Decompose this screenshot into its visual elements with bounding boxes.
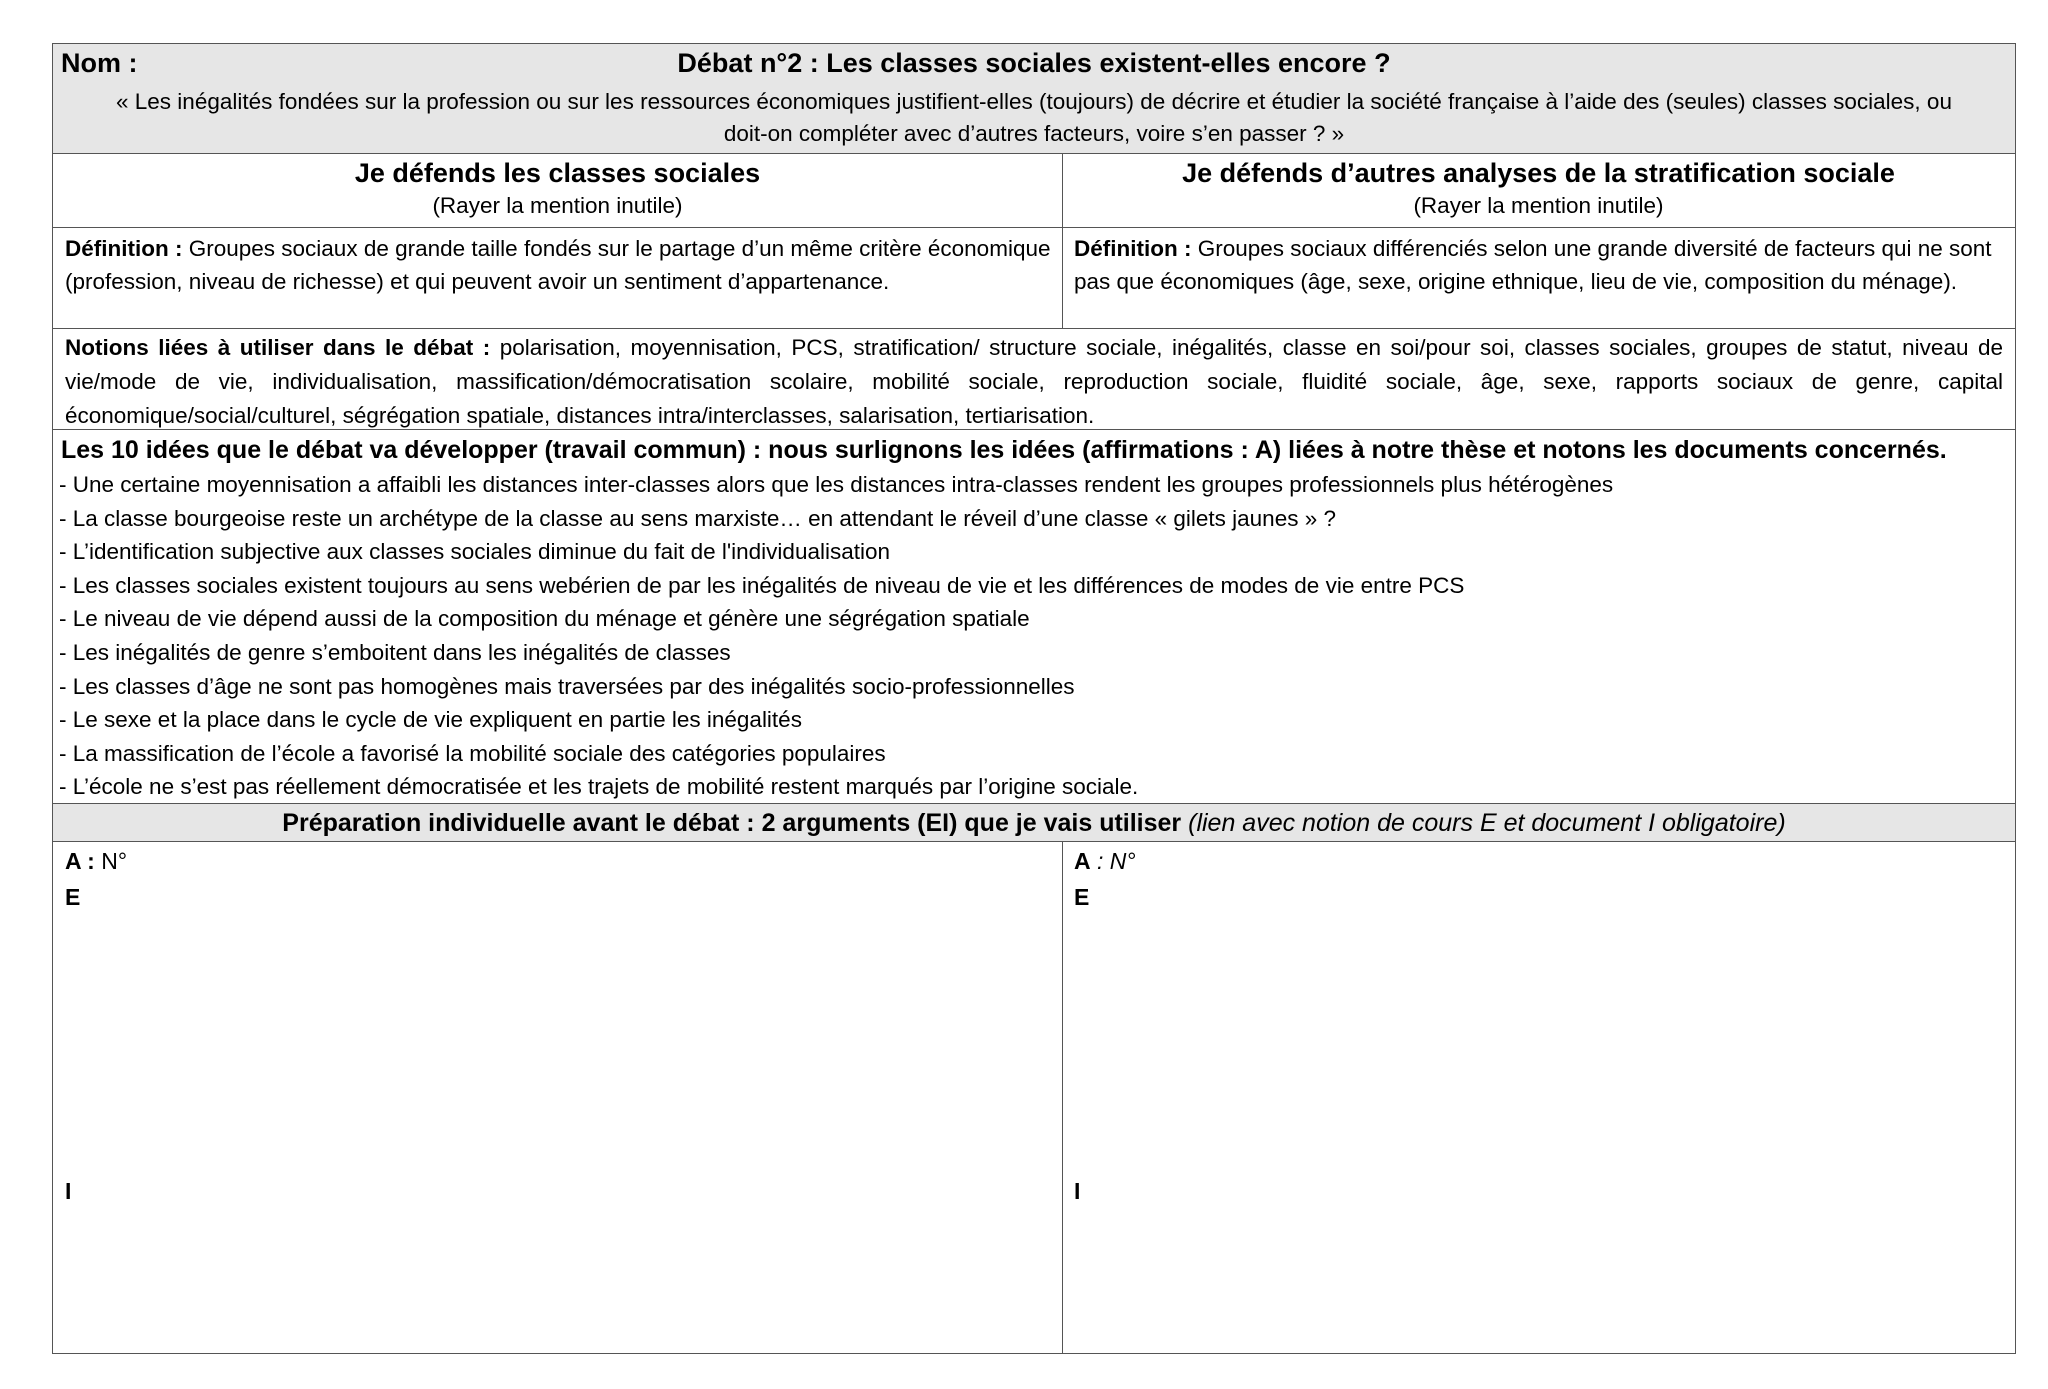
left-i-label bbox=[65, 1178, 71, 1205]
left-definition-text: Groupes sociaux de grande taille fondés sur le partage d’un même critère économique (profession, niveau de richesse) et qui peuvent avoir un sentiment d’appartenance. bbox=[65, 236, 1051, 294]
left-e-label-bold: E bbox=[65, 884, 81, 910]
preparation-bold: Préparation individuelle avant le débat : 2 arguments (EI) que je vais utiliser bbox=[282, 809, 1182, 837]
left-a-label-bold: A : bbox=[65, 848, 95, 874]
right-i-label-bold: I bbox=[1074, 1178, 1081, 1204]
right-a-label bbox=[1074, 848, 1136, 875]
idea-item: - La classe bourgeoise reste un archétype de la classe au sens marxiste… en attendant le réveil d’une classe « gilets jaunes » ? bbox=[59, 505, 1336, 531]
idea-item: - Une certaine moyennisation a affaibli les distances inter-classes alors que les distances intra-classes rendent les groupes professionnels plus hétérogènes bbox=[59, 472, 1614, 497]
left-a-number: N° bbox=[94, 848, 128, 874]
idea-item: - La massification de l’école a favorisé la mobilité sociale des catégories populaires bbox=[59, 740, 886, 766]
left-answer-box[interactable] bbox=[53, 842, 1062, 1353]
idea-item: - Le sexe et la place dans le cycle de vie expliquent en partie les inégalités bbox=[59, 707, 802, 733]
right-side-header bbox=[1062, 154, 2015, 227]
left-e-label bbox=[65, 884, 80, 911]
left-definition bbox=[53, 228, 1062, 328]
right-i-label bbox=[1074, 1178, 1080, 1205]
name-label: Nom : bbox=[61, 48, 138, 78]
right-definition bbox=[1062, 228, 2015, 328]
idea-item: - Les inégalités de genre s’emboitent dans les inégalités de classes bbox=[59, 639, 731, 665]
right-definition-label: Définition : bbox=[1074, 236, 1192, 261]
right-answer-box[interactable] bbox=[1062, 842, 2015, 1353]
idea-item: - L’école ne s’est pas réellement démocratisée et les trajets de mobilité restent marqués par l’origine sociale. bbox=[59, 774, 1139, 800]
preparation-text bbox=[53, 804, 2015, 842]
right-a-label-bold: A bbox=[1074, 848, 1091, 874]
idea-item: - Le niveau de vie dépend aussi de la composition du ménage et génère une ségrégation spatiale bbox=[59, 606, 1030, 632]
column-divider bbox=[1062, 842, 1063, 1353]
answers-row bbox=[53, 841, 2015, 1353]
left-i-label-bold: I bbox=[65, 1178, 72, 1204]
right-a-number: : N° bbox=[1090, 848, 1136, 874]
right-e-label bbox=[1074, 884, 1089, 911]
column-divider bbox=[1062, 154, 1063, 227]
ideas-section bbox=[53, 429, 2015, 803]
right-definition-text: Groupes sociaux différenciés selon une grande diversité de facteurs qui ne sont pas que économiques (âge, sexe, origine ethnique, lieu de vie, composition du ménage). bbox=[1074, 236, 1992, 294]
idea-item: - Les classes d’âge ne sont pas homogènes mais traversées par des inégalités socio-professionnelles bbox=[59, 673, 1075, 699]
header bbox=[53, 44, 2015, 153]
sides-header bbox=[53, 153, 2015, 227]
left-side-header bbox=[53, 154, 1062, 227]
right-side-title: Je défends d’autres analyses de la stratification sociale bbox=[1182, 158, 1895, 188]
notions-label: Notions liées à utiliser dans le débat : bbox=[65, 335, 491, 360]
ideas-title: Les 10 idées que le débat va développer (travail commun) : nous surlignons les idées (affirmations : A) liées à notre thèse et notons les documents concernés. bbox=[61, 436, 1947, 464]
left-side-title: Je défends les classes sociales bbox=[354, 158, 761, 188]
left-a-label bbox=[65, 848, 127, 875]
definitions-row bbox=[53, 227, 2015, 328]
right-e-label-bold: E bbox=[1074, 884, 1090, 910]
idea-item: - Les classes sociales existent toujours au sens webérien de par les inégalités de niveau de vie et les différences de modes de vie entre PCS bbox=[59, 572, 1465, 598]
debate-worksheet bbox=[52, 43, 2016, 1354]
preparation-header bbox=[53, 803, 2015, 841]
left-definition-label: Définition : bbox=[65, 236, 183, 261]
left-side-subtitle: (Rayer la mention inutile) bbox=[432, 193, 683, 218]
preparation-italic: (lien avec notion de cours E et document I obligatoire) bbox=[1181, 809, 1786, 837]
column-divider bbox=[1062, 228, 1063, 328]
right-side-subtitle: (Rayer la mention inutile) bbox=[1413, 193, 1664, 218]
notions-text bbox=[53, 329, 2015, 433]
page-title: Débat n°2 : Les classes sociales existent-elles encore ? bbox=[677, 48, 1391, 78]
debate-question: « Les inégalités fondées sur la profession ou sur les ressources économiques justifient-elles (toujours) de décrire et étudier la société française à l’aide des (seules) classes sociales, ou doit-on compléter avec d’autres facteurs, voire s’en passer ? » bbox=[116, 89, 1952, 146]
notions-list: polarisation, moyennisation, PCS, stratification/ structure sociale, inégalités, classe en soi/pour soi, classes sociales, groupes de statut, niveau de vie/mode de vie, individualisation, massification/démocratisation scolaire, mobilité sociale, reproduction sociale, fluidité sociale, âge, sexe, rapports sociaux de genre, capital économique/social/culturel, ségrégation spatiale, distances intra/interclasses, salarisation, tertiarisation. bbox=[65, 335, 2003, 428]
notions-row bbox=[53, 328, 2015, 429]
idea-item: - L’identification subjective aux classes sociales diminue du fait de l'individualisation bbox=[59, 539, 891, 565]
